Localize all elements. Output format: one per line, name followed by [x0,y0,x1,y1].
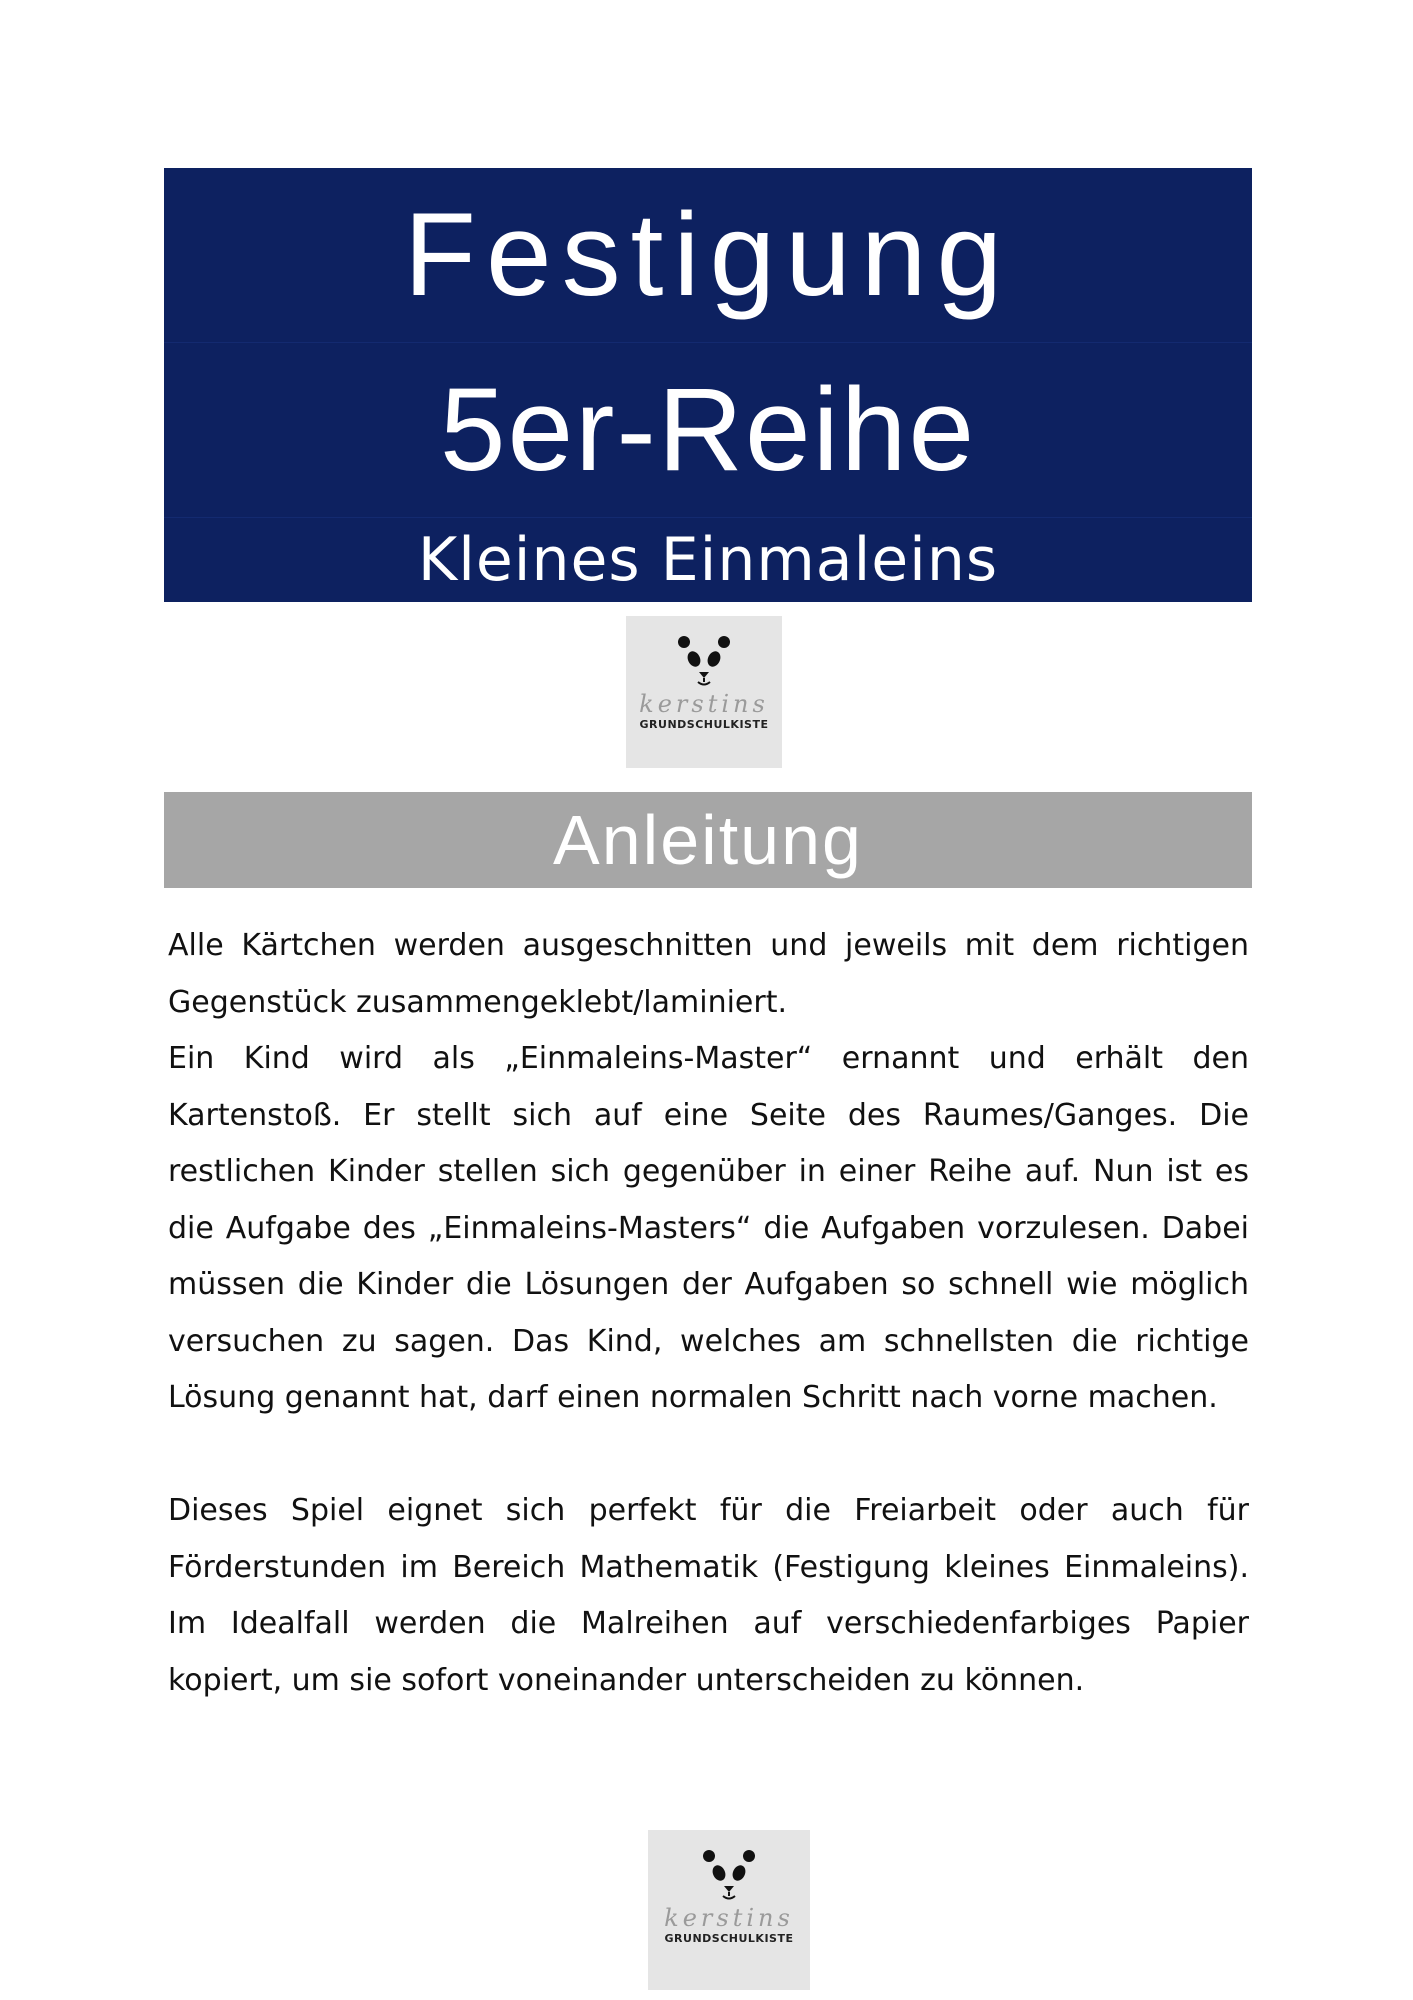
subtitle: Kleines Einmaleins [417,525,999,595]
brand-logo-footer [648,1830,810,1990]
paragraph-spacer [168,1427,1249,1484]
panda-icon [697,1848,761,1904]
instructions-text [168,918,1249,1709]
paragraph-1a: Alle Kärtchen werden ausgeschnitten und jeweils mit dem richtigen Gegenstück zusammengeklebt/laminiert. [168,928,1249,1020]
title-banner [164,168,1252,602]
paragraph-1b: Ein Kind wird als „Einmaleins-Master“ ernannt und erhält den Kartenstoß. Er stellt sich auf eine Seite des Raumes/Ganges. Die restlichen Kinder stellen sich gegenüber in einer Reihe auf. Nun ist es die Aufgabe des „Einmaleins-Masters“ die Aufgaben vorzulesen. Dabei müssen die Kinder die Lösungen der Aufgaben so schnell wie möglich versuchen zu sagen. Das Kind, welches am schnellsten die richtige Lösung genannt hat, darf einen normalen Schritt nach vorne machen. [168,1041,1249,1415]
logo-caps-text: GRUNDSCHULKISTE [664,1932,794,1945]
title-line-1: Festigung [164,168,1252,343]
paragraph-2: Dieses Spiel eignet sich perfekt für die Freiarbeit oder auch für Förderstunden im Bereich Mathematik (Festigung kleines Einmaleins). Im Idealfall werden die Malreihen auf verschiedenfarbiges Papier kopiert, um sie sofort voneinander unterscheiden zu können. [168,1493,1249,1698]
logo-script-text: kerstins [639,690,769,718]
panda-icon [672,634,736,690]
brand-logo [626,616,782,768]
logo-script-text: kerstins [664,1904,794,1932]
logo-caps-text: GRUNDSCHULKISTE [639,718,769,731]
title-line-2: 5er-Reihe [164,343,1252,518]
section-heading: Anleitung [164,792,1252,888]
